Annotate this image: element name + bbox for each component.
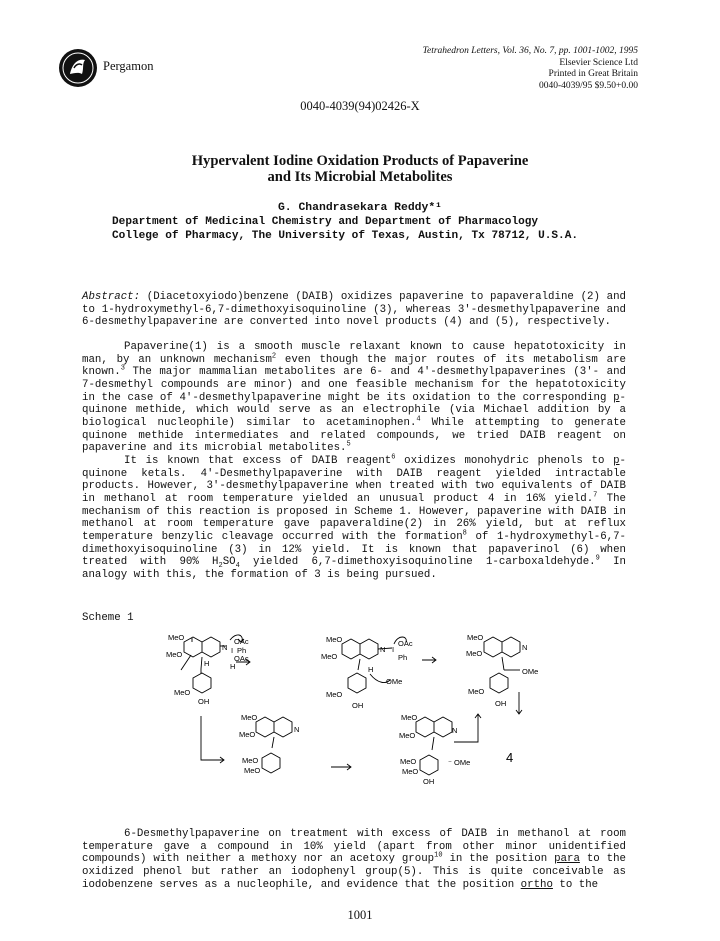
s5-neg-ome: ⁻ OMe — [448, 758, 471, 767]
s3-meo-2: MeO — [466, 649, 483, 658]
p2-underline-p: p — [613, 454, 620, 467]
author-name: G. Chandrasekara Reddy*¹ — [277, 202, 443, 214]
ref-5: 5 — [346, 440, 351, 449]
structure-5 — [399, 713, 481, 786]
p1-text-c: The major mammalian metabolites are 6- and 4′-desmethylpapaverines (3′- and 7-desmethyl compounds are minor) and one feasible mechanism for the hepatotoxicity in the case of 4′-desmethylpapaverine might be its oxidation to the corresponding — [82, 366, 626, 404]
p1-text-d: -quinone methide, which would serve as an electrophile (via Michael addition by a biological nucleophile) similar to acetaminophen. — [82, 391, 626, 429]
p2-text-d: The mechanism of this reaction is proposed in Scheme 1. However, papaverine with DAIB in methanol at room temperature gave papaveraldine(2) in 26% yield, but at reflux temperature benzylic cleavage occurred with the formation — [82, 492, 626, 543]
abstract — [82, 291, 626, 329]
p2-text-g: yielded 6,7-dimethoxyisoquinoline 1-carboxaldehyde. — [239, 556, 596, 569]
p3-underline-para: para — [554, 853, 580, 866]
p3-text-b: in the position — [442, 853, 555, 866]
s2-h: H — [368, 665, 374, 674]
p2-text-b: oxidizes monohydric phenols to — [395, 454, 614, 467]
journal-publisher: Elsevier Science Ltd — [559, 57, 638, 68]
p1-text-b: even though the major routes of its metabolism are known. — [82, 353, 626, 379]
p2-text-f: SO — [222, 556, 236, 569]
s1-oac-1: OAc — [234, 637, 249, 646]
publisher-name: Pergamon — [103, 59, 154, 73]
s5-meo-4: MeO — [402, 767, 419, 776]
s3-n: N — [522, 643, 528, 652]
s3-meo-1: MeO — [467, 633, 484, 642]
s2-iodine: I — [392, 645, 395, 654]
s1-meo-3: MeO — [174, 688, 191, 697]
s4-meo-1: MeO — [241, 713, 258, 722]
paper-title — [0, 153, 720, 185]
s2-n: N — [380, 645, 386, 654]
author-affiliation — [112, 216, 578, 243]
p3-text-d: to the — [552, 878, 599, 891]
structure-1 — [166, 633, 250, 706]
journal-citation: Tetrahedron Letters, Vol. 36, No. 7, pp. 1001-1002, 1995 — [422, 46, 638, 56]
p2-text-e: of 1-hydroxymethyl-6,7-dimethoxyisoquinoline (3) in 12% yield. It is known that papaverinol (6) when treated with 90% H — [82, 530, 626, 569]
s5-meo-1: MeO — [401, 713, 418, 722]
ref-10: 10 — [434, 851, 443, 860]
structure-4 — [239, 713, 299, 775]
s1-h-1: H — [204, 659, 210, 668]
s1-oac-2: OAc — [234, 654, 249, 663]
sub-2: 2 — [218, 562, 223, 571]
s2-ome: OMe — [386, 677, 403, 686]
s2-ph: Ph — [398, 653, 408, 662]
scheme-label: Scheme 1 — [82, 612, 134, 624]
affiliation-line-2: College of Pharmacy, The University of Texas, Austin, Tx 78712, U.S.A. — [112, 229, 579, 242]
paragraph-1 — [82, 341, 626, 455]
s1-h-2: H — [230, 662, 236, 671]
body-text-top — [82, 341, 626, 581]
title-line-2: and Its Microbial Metabolites — [267, 169, 453, 185]
p3-text-a: 6-Desmethylpapaverine on treatment with excess of DAIB in methanol at room temperature gave a compound in 10% yield (apart from other minor unidentified compounds) with neither a methoxy nor an acetoxy group — [82, 828, 626, 866]
affiliation-line-1: Department of Medicinal Chemistry and Department of Pharmacology — [112, 216, 539, 228]
journal-printed: Printed in Great Britain — [548, 69, 638, 80]
structure-2 — [321, 635, 436, 710]
s4-meo-2: MeO — [239, 730, 256, 739]
sub-4: 4 — [235, 562, 240, 571]
page-number: 1001 — [347, 908, 373, 922]
article-code: 0040-4039(94)02426-X — [300, 99, 420, 113]
abstract-label: Abstract: — [82, 291, 141, 303]
s1-n: N — [222, 643, 228, 652]
s1-meo-2: MeO — [166, 650, 183, 659]
p2-text-a: It is known that excess of DAIB reagent — [124, 454, 392, 467]
ref-2: 2 — [271, 352, 277, 361]
s2-oac: OAc — [398, 639, 413, 648]
p3-underline-ortho: ortho — [520, 878, 553, 891]
s4-meo-4: MeO — [244, 766, 261, 775]
s2-meo-2: MeO — [321, 652, 338, 661]
product-4-label: 4 — [506, 750, 514, 765]
ref-8: 8 — [462, 529, 467, 538]
s5-meo-3: MeO — [400, 757, 417, 766]
pergamon-logo — [58, 48, 98, 88]
s5-n: N — [452, 726, 458, 735]
s1-iodine: I — [231, 646, 234, 655]
scheme-arrow-down-right — [201, 716, 224, 763]
journal-price-code: 0040-4039/95 $9.50+0.00 — [538, 80, 638, 91]
abstract-text: (Diacetoxyiodo)benzene (DAIB) oxidizes papaverine to papaveraldine (2) and to 1-hydroxymethyl-6,7-dimethoxyisoquinoline (3), whereas 3′-desmethylpapaverine and 6-desmethylpapaverine are converted into novel products (4) and (5), respectively. — [82, 291, 626, 329]
s3-meo-3: MeO — [468, 687, 485, 696]
s2-meo-3: MeO — [326, 690, 343, 699]
s2-meo-1: MeO — [326, 635, 343, 644]
scheme-arrow-middle — [331, 764, 351, 770]
s4-meo-3: MeO — [242, 756, 259, 765]
p1-text-e: While attempting to generate quinone methide intermediates and related compounds, we tried DAIB reagent on papaverine and its microbial metabolites. — [82, 416, 626, 455]
s5-meo-2: MeO — [399, 731, 416, 740]
p2-text-h: In analogy with this, the formation of 3 is being pursued. — [82, 556, 626, 581]
body-text-bottom — [82, 828, 626, 891]
structure-3 — [466, 633, 538, 714]
ref-3: 3 — [120, 364, 125, 373]
s2-oh: OH — [352, 701, 364, 710]
s3-ome: OMe — [522, 667, 539, 676]
s3-oh: OH — [495, 699, 507, 708]
scheme-1-figure — [146, 622, 616, 845]
s4-n: N — [294, 725, 300, 734]
title-line-1: Hypervalent Iodine Oxidation Products of Papaverine — [191, 153, 529, 169]
s5-oh: OH — [423, 777, 435, 786]
p1-underline-p: p — [613, 391, 620, 404]
ref-6: 6 — [391, 453, 396, 462]
ref-7: 7 — [593, 491, 598, 500]
p1-text-a: Papaverine(1) is a smooth muscle relaxant known to cause hepatotoxicity in man, by an unknown mechanism — [82, 341, 626, 366]
p3-text-c: to the oxidized phenol but rather an iodophenyl group(5). This is quite conceivable as iodobenzene serves as a nucleophile, and evidence that the position — [82, 853, 627, 891]
ref-9: 9 — [595, 554, 600, 563]
paragraph-2 — [82, 455, 626, 582]
s1-meo-1: MeO — [168, 633, 185, 642]
paragraph-3 — [82, 828, 626, 891]
journal-info — [423, 46, 638, 92]
s1-ph: Ph — [237, 646, 247, 655]
s1-oh: OH — [198, 697, 210, 706]
ref-4: 4 — [416, 415, 421, 424]
p2-text-c: -quinone ketals. 4′-Desmethylpapaverine with DAIB reagent yielded intractable products. However, 3′-desmethylpapaverine when treated with two equivalents of DAIB in methanol at room temperature yielded an unusual product 4 in 16% yield. — [82, 454, 626, 505]
